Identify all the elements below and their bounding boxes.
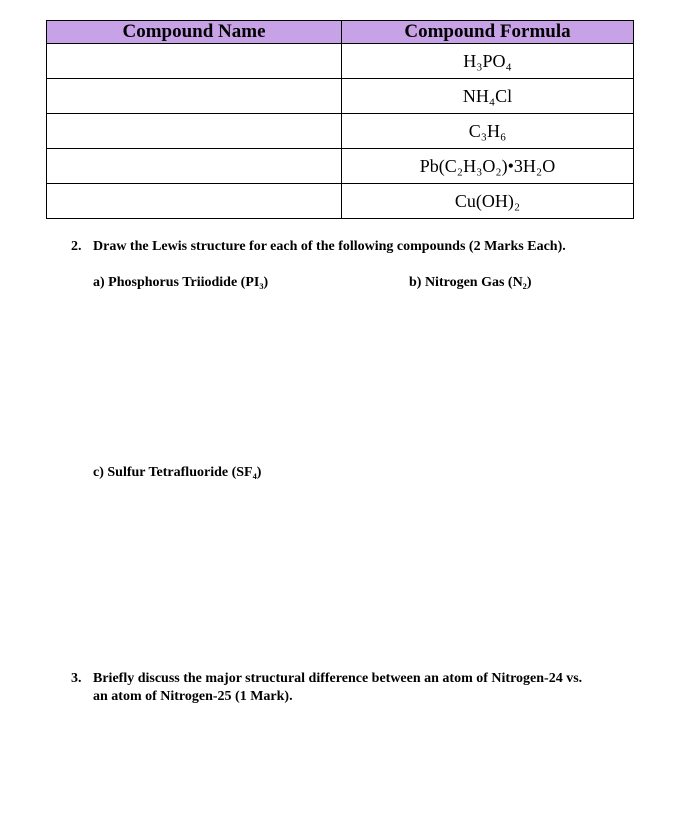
compound-formula-cell: H₃PO₄ bbox=[342, 44, 634, 79]
question-3-number: 3. bbox=[71, 671, 82, 686]
question-2-number: 2. bbox=[71, 239, 82, 254]
compound-table bbox=[46, 20, 634, 219]
table-row bbox=[47, 114, 634, 149]
compound-formula-header: Compound Formula bbox=[342, 21, 634, 44]
question-3 bbox=[71, 670, 631, 706]
compound-name-cell[interactable] bbox=[47, 114, 342, 149]
table-row bbox=[47, 79, 634, 114]
question-3-text-line1: Briefly discuss the major structural difference between an atom of Nitrogen-24 vs. bbox=[93, 671, 583, 686]
question-2a-label: a) Phosphorus Triiodide (PI₃) bbox=[93, 275, 269, 290]
compound-formula-cell: Cu(OH)₂ bbox=[342, 184, 634, 219]
compound-name-cell[interactable] bbox=[47, 149, 342, 184]
question-2b-label: b) Nitrogen Gas (N₂) bbox=[409, 275, 532, 290]
table-row bbox=[47, 44, 634, 79]
table-row bbox=[47, 149, 634, 184]
compound-formula-cell: Pb(C₂H₃O₂)•3H₂O bbox=[342, 149, 634, 184]
compound-formula-cell: NH₄Cl bbox=[342, 79, 634, 114]
question-2c-label: c) Sulfur Tetrafluoride (SF₄) bbox=[93, 465, 262, 480]
compound-formula-cell: C₃H₆ bbox=[342, 114, 634, 149]
compound-name-cell[interactable] bbox=[47, 184, 342, 219]
table-row bbox=[47, 184, 634, 219]
question-3-text-line2: an atom of Nitrogen-25 (1 Mark). bbox=[93, 689, 293, 704]
compound-name-header: Compound Name bbox=[47, 21, 342, 44]
question-2 bbox=[71, 238, 566, 256]
question-2-text: Draw the Lewis structure for each of the following compounds (2 Marks Each). bbox=[93, 239, 566, 254]
compound-name-cell[interactable] bbox=[47, 79, 342, 114]
table-header-row bbox=[47, 21, 634, 44]
compound-name-cell[interactable] bbox=[47, 44, 342, 79]
